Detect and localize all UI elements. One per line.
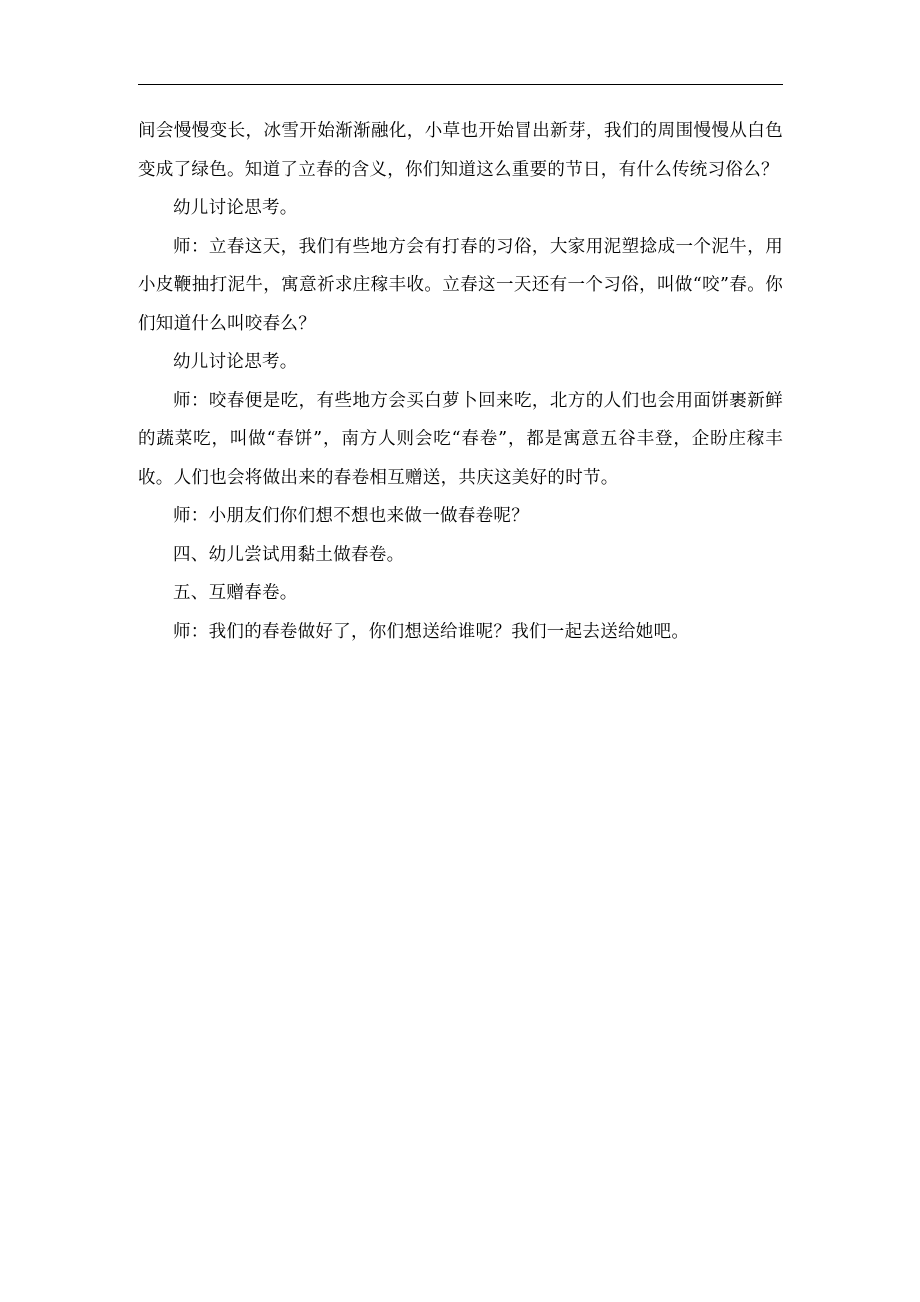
paragraph-teacher-question: 师：小朋友们你们想不想也来做一做春卷呢？: [173, 506, 529, 526]
paragraph-children-discuss-2: 幼儿讨论思考。: [173, 352, 298, 372]
paragraph-teacher-dachun: 师：立春这天，我们有些地方会有打春的习俗，大家用泥塑捻成一个泥牛，用小皮鞭抽打泥牛，寓意祈求庄稼丰收。立春这一天还有一个习俗，叫做“咬”春。你们知道什么叫咬春么？: [138, 236, 783, 334]
paragraph-continuation: 间会慢慢变长，冰雪开始渐渐融化，小草也开始冒出新芽，我们的周围慢慢从白色变成了绿色。知道了立春的含义，你们知道这么重要的节日，有什么传统习俗么？: [138, 121, 783, 180]
paragraph-teacher-closing: 师：我们的春卷做好了，你们想送给谁呢？我们一起去送给她吧。: [173, 621, 690, 642]
paragraph-children-discuss: 幼儿讨论思考。: [173, 198, 298, 218]
section-heading-five: 五、互赠春卷。: [173, 583, 298, 603]
paragraph-teacher-yaochun: 师：咬春便是吃，有些地方会买白萝卜回来吃，北方的人们也会用面饼裹新鲜的蔬菜吃，叫做“春饼”，南方人则会吃“春卷”，都是寓意五谷丰登，企盼庄稼丰收。人们也会将做出来的春卷相互赠送，共庆这美好的时节。: [138, 390, 783, 488]
section-heading-four: 四、幼儿尝试用黏土做春卷。: [173, 544, 405, 565]
header-rule: [138, 84, 783, 85]
document-body: [138, 112, 783, 651]
